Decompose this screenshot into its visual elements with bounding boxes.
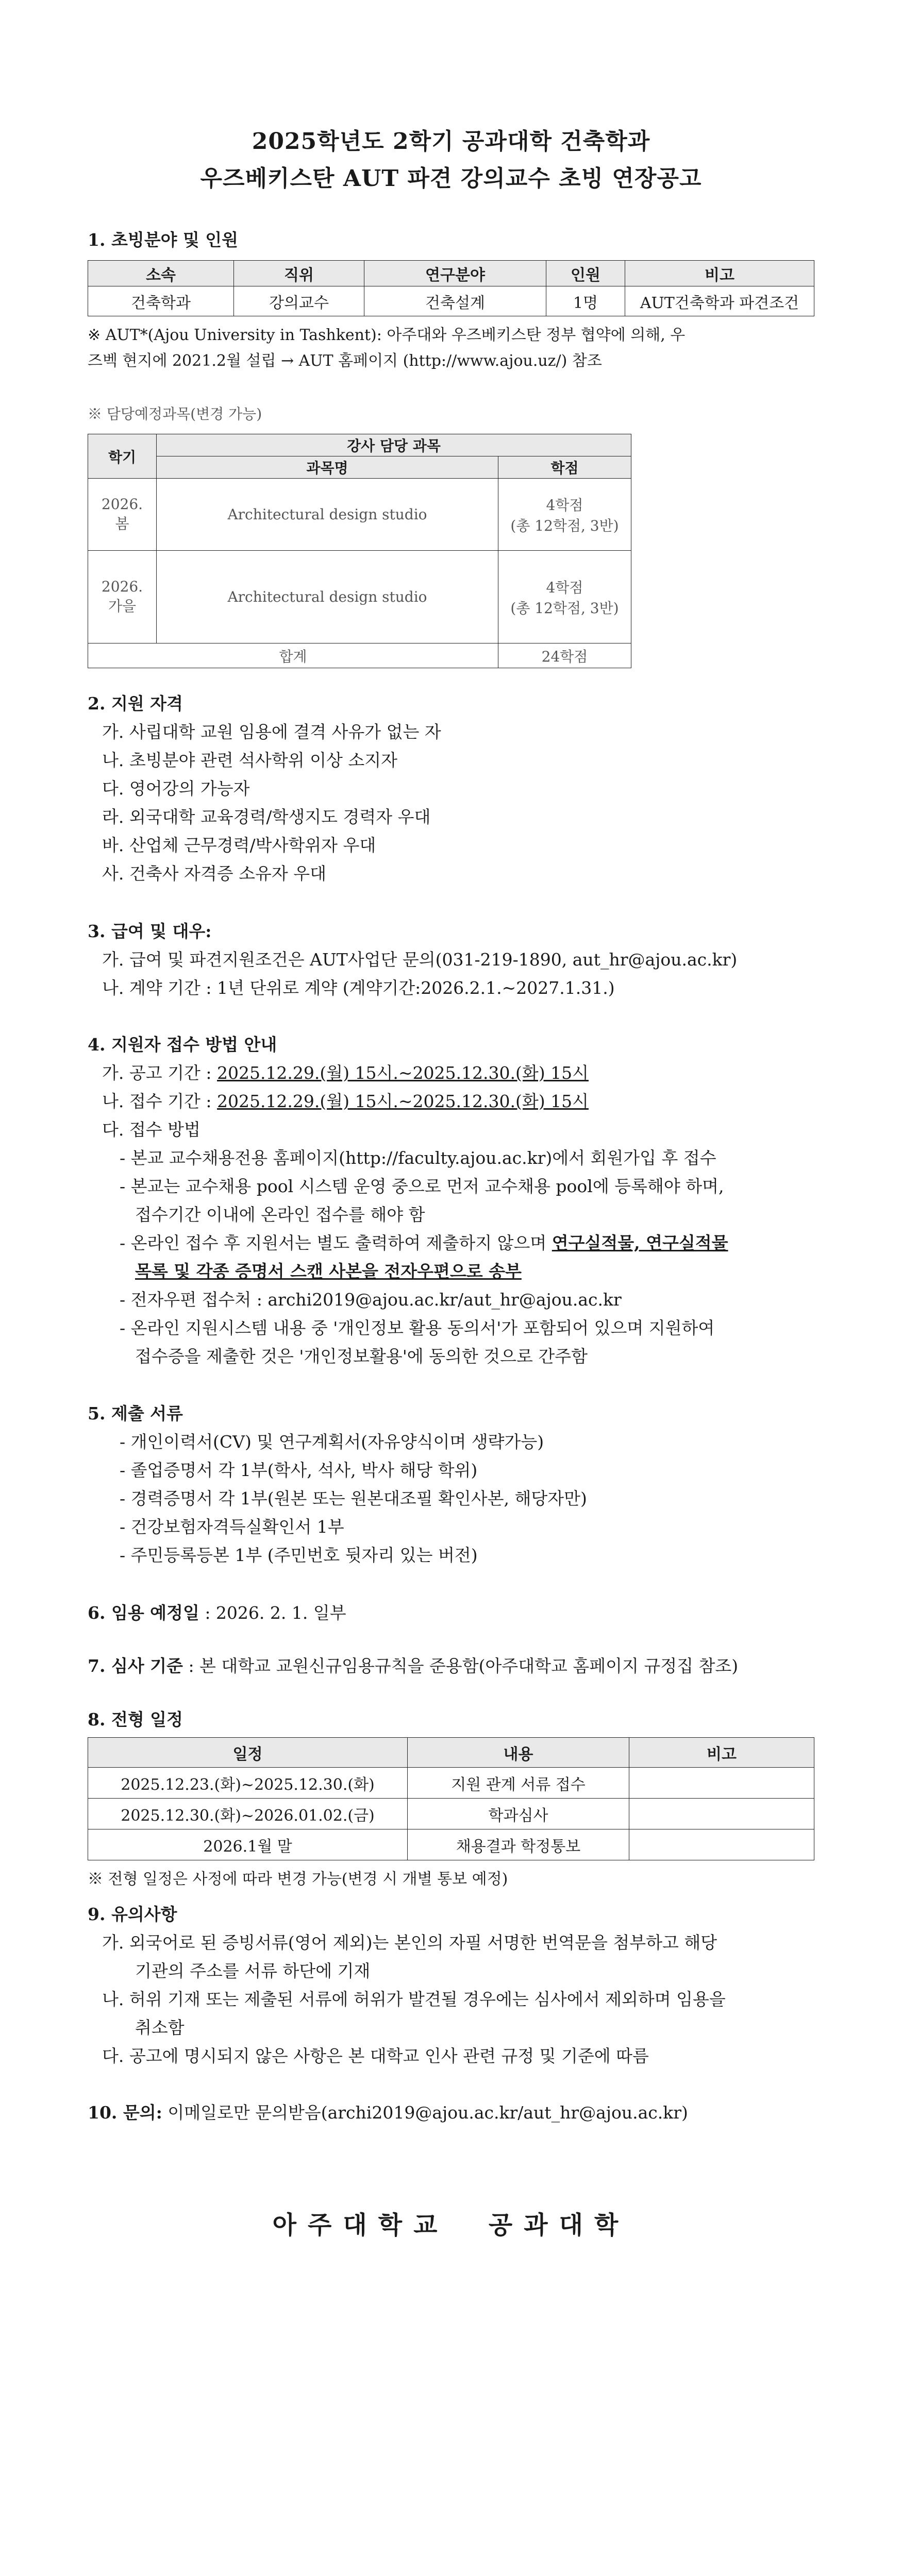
section-6-heading: 6. 임용 예정일 <box>88 1603 199 1623</box>
document-item: - 졸업증명서 각 1부(학사, 석사, 박사 해당 학위) <box>120 1460 478 1480</box>
salary-item: 가. 급여 및 파견지원조건은 AUT사업단 문의(031-219-1890, aut_hr@ajou.ac.kr) <box>102 950 738 970</box>
cell-course-spring: Architectural design studio <box>157 479 498 551</box>
col-header-remark: 비고 <box>625 261 814 286</box>
col-header-count: 인원 <box>546 261 625 286</box>
document-item: - 주민등록등본 1부 (주민번호 뒷자리 있는 버전) <box>120 1545 478 1565</box>
cell-position: 강의교수 <box>234 286 364 316</box>
cell-total-value: 24학점 <box>498 643 631 668</box>
schedule-table <box>88 1737 814 1860</box>
col-header-schedule: 일정 <box>88 1738 408 1768</box>
qualification-item: 라. 외국대학 교육경력/학생지도 경력자 우대 <box>102 807 431 827</box>
caution-item-cont: 취소함 <box>135 2018 185 2038</box>
schedule-content: 학과심사 <box>408 1799 629 1829</box>
aut-note-line-2: 즈벡 현지에 2021.2월 설립 → AUT 홈페이지 (http://www.ajou.uz/) 참조 <box>88 352 602 370</box>
schedule-remark <box>629 1829 814 1860</box>
col-header-credit: 학점 <box>498 456 631 479</box>
cell-count: 1명 <box>546 286 625 316</box>
method-bullet: - 본교는 교수채용 pool 시스템 운영 중으로 먼저 교수채용 pool에 등록해야 하며, <box>120 1176 724 1196</box>
method-bullet: - 온라인 지원시스템 내용 중 '개인정보 활용 동의서'가 포함되어 있으며 지원하여 <box>120 1318 715 1338</box>
schedule-remark <box>629 1768 814 1799</box>
section-3-heading: 3. 급여 및 대우: <box>88 921 212 941</box>
method-bullet-emphasis-cont: 목록 및 각종 증명서 스캔 사본을 전자우편으로 송부 <box>135 1261 522 1281</box>
col-header-content: 내용 <box>408 1738 629 1768</box>
method-bullet-cont: 접수증을 제출한 것은 '개인정보활용'에 동의한 것으로 간주함 <box>135 1346 588 1366</box>
schedule-date: 2026.1월 말 <box>88 1829 408 1860</box>
application-method-label: 다. 접수 방법 <box>102 1120 201 1140</box>
application-period <box>102 1088 589 1112</box>
section-2-heading: 2. 지원 자격 <box>88 693 183 714</box>
contract-item: 나. 계약 기간 : 1년 단위로 계약 (계약기간:2026.2.1.~2027.1.31.) <box>102 978 615 998</box>
col-header-field: 연구분야 <box>364 261 546 286</box>
email-address-bullet: - 전자우편 접수처 : archi2019@ajou.ac.kr/aut_hr@ajou.ac.kr <box>120 1290 622 1310</box>
notice-period-value: 2025.12.29.(월) 15시.~2025.12.30.(화) 15시 <box>216 1063 589 1083</box>
cell-remark: AUT건축학과 파견조건 <box>625 286 814 316</box>
section-10 <box>88 2099 688 2124</box>
section-6 <box>88 1600 346 1624</box>
caution-item: 가. 외국어로 된 증빙서류(영어 제외)는 본인의 자필 서명한 번역문을 첨부하고 해당 <box>102 1933 717 1953</box>
caution-item: 다. 공고에 명시되지 않은 사항은 본 대학교 인사 관련 규정 및 기준에 따름 <box>102 2046 649 2066</box>
cell-credit-spring: 4학점 (총 12학점, 3반) <box>498 479 631 551</box>
schedule-note: ※ 전형 일정은 사정에 따라 변경 가능(변경 시 개별 통보 예정) <box>88 1870 508 1888</box>
qualification-item: 바. 산업체 근무경력/박사학위자 우대 <box>102 835 376 855</box>
appointment-date: : 2026. 2. 1. 일부 <box>199 1603 346 1623</box>
section-7 <box>88 1653 738 1677</box>
cell-course-fall: Architectural design studio <box>157 551 498 643</box>
application-period-label: 나. 접수 기간 : <box>102 1091 217 1111</box>
col-header-dept: 소속 <box>88 261 234 286</box>
recruitment-table <box>88 260 814 316</box>
title-line-2: 우즈베키스탄 AUT 파견 강의교수 초빙 연장공고 <box>200 165 702 192</box>
cell-credit-fall: 4학점 (총 12학점, 3반) <box>498 551 631 643</box>
cell-total-label: 합계 <box>88 643 498 668</box>
document-item: - 건강보험자격득실확인서 1부 <box>120 1517 344 1537</box>
section-4-heading: 4. 지원자 접수 방법 안내 <box>88 1035 277 1055</box>
section-9-heading: 9. 유의사항 <box>88 1904 177 1924</box>
qualification-item: 가. 사립대학 교원 임용에 결격 사유가 없는 자 <box>102 722 441 742</box>
qualification-item: 나. 초빙분야 관련 석사학위 이상 소지자 <box>102 750 397 770</box>
cell-term-spring: 2026. 봄 <box>88 479 157 551</box>
qualification-item: 다. 영어강의 가능자 <box>102 778 250 799</box>
method-bullet-cont: 접수기간 이내에 온라인 접수를 해야 함 <box>135 1205 425 1225</box>
qualification-item: 사. 건축사 자격증 소유자 우대 <box>102 863 326 884</box>
title-line-1: 2025학년도 2학기 공과대학 건축학과 <box>252 128 650 155</box>
section-7-heading: 7. 심사 기준 <box>88 1656 183 1676</box>
method-bullet-text: - 온라인 접수 후 지원서는 별도 출력하여 제출하지 않으며 <box>120 1233 552 1253</box>
notice-period-label: 가. 공고 기간 : <box>102 1063 217 1083</box>
schedule-remark <box>629 1799 814 1829</box>
section-8-heading: 8. 전형 일정 <box>88 1709 183 1730</box>
col-header-group: 강사 담당 과목 <box>157 434 631 456</box>
method-bullet: - 본교 교수채용전용 홈페이지(http://faculty.ajou.ac.kr)에서 회원가입 후 접수 <box>120 1148 716 1168</box>
caution-item: 나. 허위 기재 또는 제출된 서류에 허위가 발견될 경우에는 심사에서 제외하며 임용을 <box>102 1989 726 2009</box>
col-header-course: 과목명 <box>157 456 498 479</box>
cell-dept: 건축학과 <box>88 286 234 316</box>
cell-field: 건축설계 <box>364 286 546 316</box>
caution-item-cont: 기관의 주소를 서류 하단에 기재 <box>135 1961 371 1981</box>
section-1-heading: 1. 초빙분야 및 인원 <box>88 230 239 250</box>
review-criteria: : 본 대학교 교원신규임용규칙을 준용함(아주대학교 홈페이지 규정집 참조) <box>182 1656 739 1676</box>
section-5-heading: 5. 제출 서류 <box>88 1403 183 1423</box>
application-period-value: 2025.12.29.(월) 15시.~2025.12.30.(화) 15시 <box>216 1091 589 1111</box>
method-bullet <box>120 1230 728 1254</box>
document-item: - 개인이력서(CV) 및 연구계획서(자유양식이며 생략가능) <box>120 1432 544 1452</box>
col-header-term: 학기 <box>88 434 157 479</box>
schedule-date: 2025.12.23.(화)~2025.12.30.(화) <box>88 1768 408 1799</box>
col-header-remark: 비고 <box>629 1738 814 1768</box>
courses-table <box>88 434 631 668</box>
col-header-position: 직위 <box>234 261 364 286</box>
aut-note-line-1: ※ AUT*(Ajou University in Tashkent): 아주대와 우즈베키스탄 정부 협약에 의해, 우 <box>88 326 686 344</box>
schedule-content: 채용결과 학정통보 <box>408 1829 629 1860</box>
schedule-date: 2025.12.30.(화)~2026.01.02.(금) <box>88 1799 408 1829</box>
contact-info: 이메일로만 문의받음(archi2019@ajou.ac.kr/aut_hr@ajou.ac.kr) <box>162 2103 688 2123</box>
notice-period <box>102 1060 589 1084</box>
issuer-footer: 아주대학교 공과대학 <box>272 2211 630 2240</box>
method-bullet-emphasis: 연구실적물, 연구실적물 <box>552 1233 728 1253</box>
cell-term-fall: 2026. 가을 <box>88 551 157 643</box>
section-10-heading: 10. 문의: <box>88 2103 162 2123</box>
courses-note: ※ 담당예정과목(변경 가능) <box>88 405 262 422</box>
document-item: - 경력증명서 각 1부(원본 또는 원본대조필 확인사본, 해당자만) <box>120 1488 587 1509</box>
schedule-content: 지원 관계 서류 접수 <box>408 1768 629 1799</box>
